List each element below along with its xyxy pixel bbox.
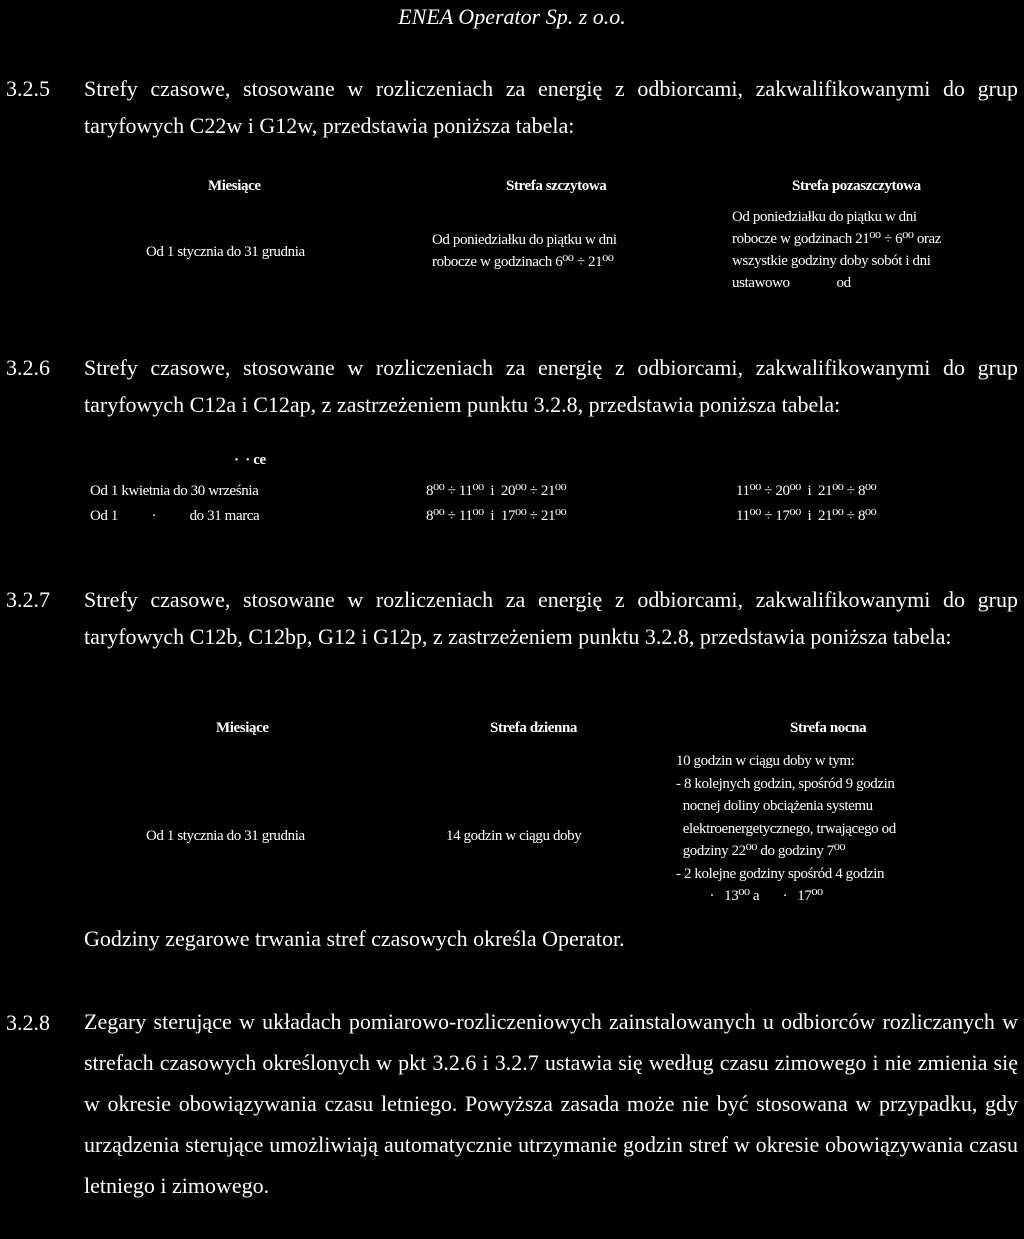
table3-header-months: Miesiące (216, 720, 269, 736)
table1-offpeak-line: ustawowo od (732, 275, 851, 291)
section-number-3-2-6: 3.2.6 (6, 355, 50, 380)
section-text-3-2-8: Zegary sterujące w układach pomiarowo-rozliczeniowych zainstalowanych u odbiorców rozliczanych w strefach czasowych określonych w pkt 3.2.6 i 3.2.7 ustawia się według czasu zimowego i nie zmienia się w okresie obowiązywania czasu letniego. Powyższa zasada może nie być stosowana w przypadku, gdy urządzenia sterujące umożliwiają automatycznie utrzymanie godzin stref w okresie obowiązywania czasu letniego i zimowego. (84, 1009, 1018, 1198)
section-text-3-2-5: Strefy czasowe, stosowane w rozliczeniach za energię z odbiorcami, zakwalifikowanymi do grup taryfowych C22w i G12w, przedstawia poniższa tabela: (84, 76, 1018, 138)
table2-row2-months: Od 1 · do 31 marca (90, 508, 260, 524)
table3-header-day: Strefa dzienna (490, 720, 578, 736)
table3-night-line: · 13⁰⁰ a · 17⁰⁰ (676, 888, 823, 904)
section-number-3-2-7: 3.2.7 (6, 587, 50, 612)
section-text-3-2-7: Strefy czasowe, stosowane w rozliczeniach za energię z odbiorcami, zakwalifikowanymi do grup taryfowych C12b, C12bp, G12 i G12p, z zastrzeżeniem punktu 3.2.8, przedstawia poniższa tabela: (84, 587, 1018, 649)
operator-note: Godziny zegarowe trwania stref czasowych określa Operator. (84, 926, 625, 951)
section-number-3-2-8: 3.2.8 (6, 1010, 50, 1035)
table2-row1-peak: 8⁰⁰ ÷ 11⁰⁰ i 20⁰⁰ ÷ 21⁰⁰ (426, 483, 567, 499)
table2-row2-offpeak: 11⁰⁰ ÷ 17⁰⁰ i 21⁰⁰ ÷ 8⁰⁰ (736, 508, 877, 524)
table1-offpeak-line: Od poniedziałku do piątku w dni (732, 209, 917, 225)
table3-months: Od 1 stycznia do 31 grudnia (146, 828, 305, 844)
table1-header-months: Miesiące (208, 178, 261, 194)
table2-header-fragment: · · ce (234, 452, 266, 468)
table1-offpeak-line: wszystkie godziny doby sobót i dni (732, 253, 931, 269)
table1-offpeak (732, 206, 941, 294)
table2-row1-offpeak: 11⁰⁰ ÷ 20⁰⁰ i 21⁰⁰ ÷ 8⁰⁰ (736, 483, 877, 499)
table3-night-line: - 8 kolejnych godzin, spośród 9 godzin (676, 775, 895, 792)
table2-row2-peak: 8⁰⁰ ÷ 11⁰⁰ i 17⁰⁰ ÷ 21⁰⁰ (426, 508, 567, 524)
table1-peak-line: Od poniedziałku do piątku w dni (432, 232, 617, 248)
table3-night (676, 750, 896, 908)
table3-header-night: Strefa nocna (790, 720, 867, 736)
table3-night-line: nocnej doliny obciążenia systemu (676, 798, 873, 814)
section-number-3-2-5: 3.2.5 (6, 76, 50, 101)
table1-offpeak-line: robocze w godzinach 21⁰⁰ ÷ 6⁰⁰ oraz (732, 231, 942, 247)
page-header: ENEA Operator Sp. z o.o. (398, 4, 626, 29)
table3-night-line: godziny 22⁰⁰ do godziny 7⁰⁰ (676, 843, 846, 859)
table1-peak (432, 229, 617, 273)
table3-night-line: 10 godzin w ciągu doby w tym: (676, 753, 855, 769)
table1-months: Od 1 stycznia do 31 grudnia (146, 244, 305, 260)
table1-peak-line: robocze w godzinach 6⁰⁰ ÷ 21⁰⁰ (432, 254, 614, 270)
table3-night-line: - 2 kolejne godziny spośród 4 godzin (676, 865, 885, 882)
table3-day: 14 godzin w ciągu doby (446, 828, 582, 844)
table2-row1-months: Od 1 kwietnia do 30 września (90, 483, 259, 499)
table1-header-peak: Strefa szczytowa (506, 178, 607, 194)
table1-header-offpeak: Strefa pozaszczytowa (792, 178, 921, 194)
table3-night-line: elektroenergetycznego, trwającego od (676, 820, 896, 837)
section-text-3-2-6: Strefy czasowe, stosowane w rozliczeniach za energię z odbiorcami, zakwalifikowanymi do grup taryfowych C12a i C12ap, z zastrzeżeniem punktu 3.2.8, przedstawia poniższa tabela: (84, 355, 1018, 417)
